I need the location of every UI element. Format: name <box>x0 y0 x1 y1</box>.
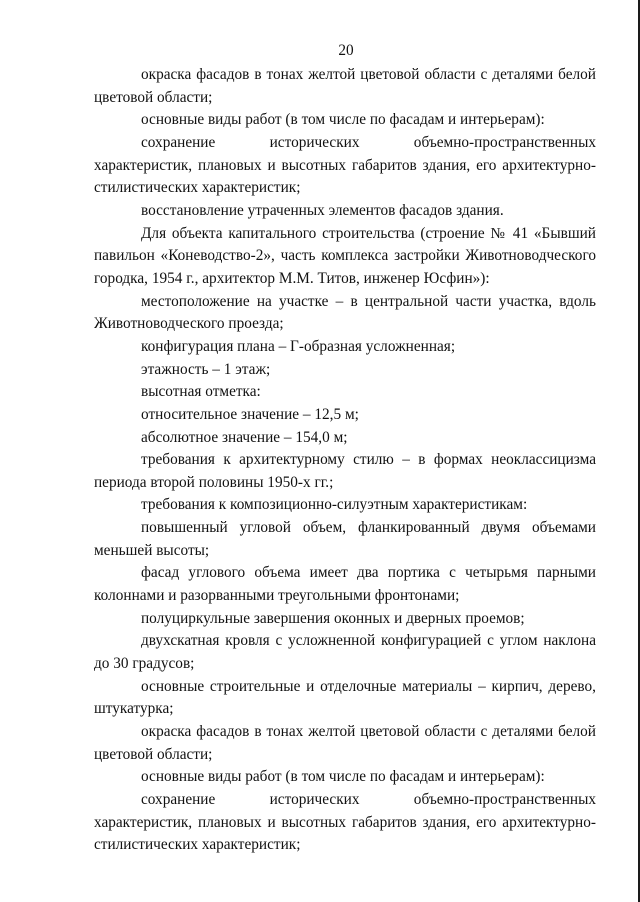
paragraph-facade-color-2: окраска фасадов в тонах желтой цветовой области с деталями белой цветовой области; <box>94 723 596 763</box>
paragraph-storeys: этажность – 1 этаж; <box>141 360 271 378</box>
paragraph-height-mark: высотная отметка: <box>141 383 261 401</box>
paragraph-materials: основные строительные и отделочные материалы – кирпич, дерево, штукатурка; <box>94 677 596 718</box>
paragraph-porticos: фасад углового объема имеет два портика с четырьмя парными колоннами и разорванными треугольными фронтонами; <box>94 564 596 605</box>
paragraph-restoration: восстановление утраченных элементов фасадов здания. <box>141 201 504 219</box>
paragraph-style-requirements: требования к архитектурному стилю – в формах неоклассицизма периода второй половины 1950-х гг.; <box>94 451 596 491</box>
paragraph-absolute-height: абсолютное значение – 154,0 м; <box>141 428 348 446</box>
paragraph-preservation: сохранение исторических объемно-пространственных характеристик, плановых и высотных габаритов здания, его архитектурно-стилистических характеристик; <box>94 133 596 197</box>
paragraph-facade-color: окраска фасадов в тонах желтой цветовой области с деталями белой цветовой области; <box>94 66 596 106</box>
paragraph-preservation-2: сохранение исторических объемно-пространственных характеристик, плановых и высотных габаритов здания, его архитектурно-стилистических характеристик; <box>94 791 596 854</box>
paragraph-silhouette-requirements: требования к композиционно-силуэтным характеристикам: <box>141 496 528 514</box>
page-number: 20 <box>338 42 354 59</box>
paragraph-corner-volume: повышенный угловой объем, фланкированный двумя объемами меньшей высоты; <box>94 519 596 559</box>
paragraph-roof: двухскатная кровля с усложненной конфигурацией с углом наклона до 30 градусов; <box>94 632 596 673</box>
paragraph-plan-configuration: конфигурация плана – Г-образная усложненная; <box>141 337 456 355</box>
paragraph-arched-openings: полуциркульные завершения оконных и дверных проемов; <box>141 609 525 627</box>
paragraph-relative-height: относительное значение – 12,5 м; <box>141 405 359 423</box>
paragraph-main-works: основные виды работ (в том числе по фасадам и интерьерам): <box>141 111 545 129</box>
paragraph-location: местоположение на участке – в центральной части участка, вдоль Животноводческого проезда; <box>94 292 596 333</box>
document-body <box>94 64 596 857</box>
paragraph-object-41: Для объекта капитального строительства (строение № 41 «Бывший павильон «Коневодство-2», часть комплекса застройки Животноводческого городка, 1954 г., архитектор М.М. Титов, инженер Юсфин»): <box>94 224 596 287</box>
paragraph-main-works-2: основные виды работ (в том числе по фасадам и интерьерам): <box>141 768 545 786</box>
